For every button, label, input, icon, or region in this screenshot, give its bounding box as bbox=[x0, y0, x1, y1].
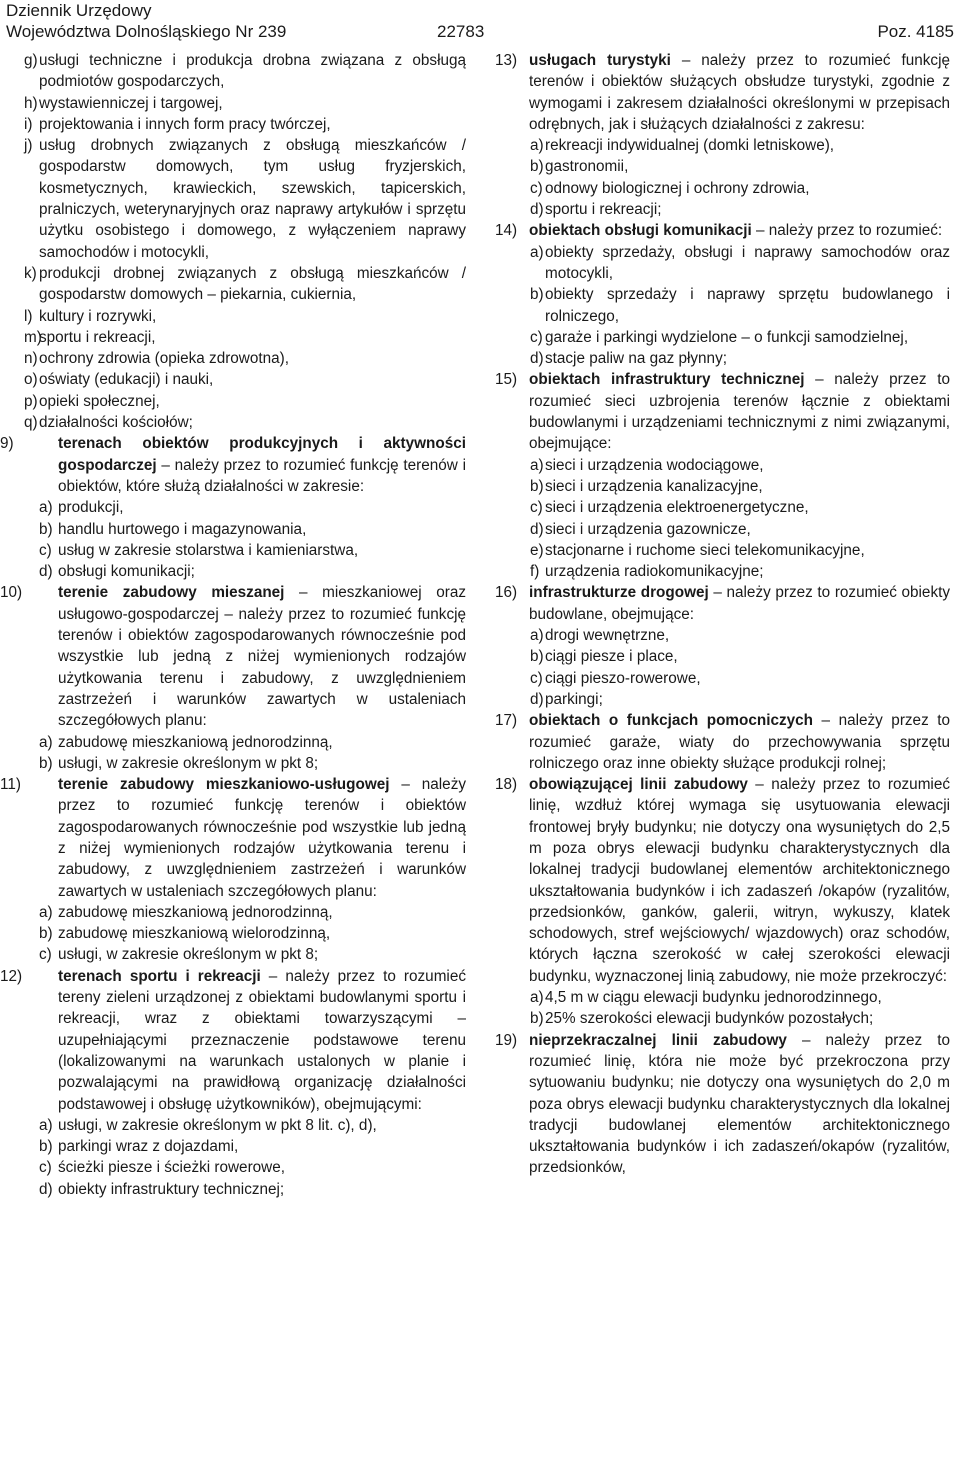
item-text: odnowy biologicznej i ochrony zdrowia, bbox=[545, 179, 810, 197]
item-label: d) bbox=[530, 520, 544, 538]
item-text: – należy przez to rozumieć funkcję terenów i obiektów służących obsłudze turystyki, zgodnie z wymogami i zakresem działalności określonymi w przepisach odrębnych, jak i służących działalności z zakresu: bbox=[529, 52, 950, 133]
list-item bbox=[495, 242, 950, 285]
list-item bbox=[24, 732, 466, 753]
definition-12 bbox=[0, 966, 466, 1115]
item-label: k) bbox=[24, 264, 37, 282]
item-label: a) bbox=[39, 1116, 53, 1134]
definition-17 bbox=[495, 710, 950, 774]
item-label: d) bbox=[530, 690, 544, 708]
list-item bbox=[495, 987, 950, 1008]
item-label: c) bbox=[39, 1159, 52, 1177]
item-text: rekreacji indywidualnej (domki letniskowe), bbox=[545, 137, 835, 155]
item-text: parkingi; bbox=[545, 690, 603, 708]
item-text: – należy przez to rozumieć linię, wzdłuż której wymaga się usytuowania elewacji frontowej bryły budynku; nie dotyczy ona wysuniętych do 2,5 m poza obrys elewacji budynku charakterystycznych dla lokalnej tradycji budowlanej elementów architektonicznego ukształtowania budynków i ich zadaszeń /okapów (ryzalitów, przedsionków, ganków, galerii, witryn, wykuszy, klatek schodowych, stref wejściowych/ wjazdowych) oraz schodów, których łączna szerokość w całej szerokości elewacji budynku, wyznaczonej linią zabudowy, nie może przekroczyć: bbox=[529, 776, 950, 985]
item-label: c) bbox=[39, 946, 52, 964]
journal-subtitle-line bbox=[6, 21, 954, 42]
item-text: ścieżki piesze i ścieżki rowerowe, bbox=[58, 1159, 285, 1177]
item-label: 15) bbox=[495, 371, 518, 389]
item-text: stacjonarne i ruchome sieci telekomunikacyjne, bbox=[545, 541, 865, 559]
list-item bbox=[495, 625, 950, 646]
item-text: usług w zakresie stolarstwa i kamieniarstwa, bbox=[58, 541, 359, 559]
list-item bbox=[24, 1179, 466, 1200]
item-text: – należy przez to rozumieć linię, która nie może być przekroczona przy sytuowaniu budynku; nie dotyczy ona wysuniętych do 2,0 m poza obrys elewacji budynku charakterystycznych dla lokalnej tradycji budowlanej elementów architektonicznego ukształtowania budynków i ich zadaszeń/okapów (ryzalitów, przedsionków, bbox=[529, 1031, 950, 1177]
item-label: j) bbox=[24, 137, 33, 155]
item-label: a) bbox=[530, 989, 544, 1007]
item-label: a) bbox=[530, 456, 544, 474]
journal-title: Dziennik Urzędowy bbox=[6, 1, 152, 20]
item-text: kultury i rozrywki, bbox=[39, 307, 157, 325]
item-text: produkcji drobnej związanych z obsługą mieszkańców / gospodarstw domowych – piekarnia, cukiernia, bbox=[39, 264, 466, 304]
item-text: drogi wewnętrzne, bbox=[545, 627, 670, 645]
item-text: – mieszkaniowej oraz usługowo-gospodarczej – należy przez to rozumieć funkcję terenów i obiektów zagospodarowanych równocześnie pod wszystkie lub jedną z niżej wymienionych rodzajów użytkowania terenu i zabudowy, z uwzględnieniem zastrzeżeń i warunków zawartych w ustaleniach szczegółowych planu: bbox=[58, 584, 466, 730]
list-item bbox=[24, 93, 466, 114]
item-label: 11) bbox=[0, 776, 21, 794]
item-text: – należy przez to rozumieć sieci uzbrojenia terenów łącznie z obiektami budowlanymi i urządzeniami technicznymi z nimi związanymi, obejmujące: bbox=[529, 371, 950, 453]
list-item bbox=[24, 263, 466, 306]
defined-term: obiektach infrastruktury technicznej bbox=[529, 371, 805, 389]
item-label: 19) bbox=[495, 1031, 518, 1049]
definition-19 bbox=[495, 1030, 950, 1179]
list-item bbox=[495, 540, 950, 561]
item-label: c) bbox=[530, 179, 543, 197]
item-text: 25% szerokości elewacji budynków pozostałych; bbox=[545, 1010, 874, 1028]
item-label: b) bbox=[530, 158, 544, 176]
list-item bbox=[24, 519, 466, 540]
list-item bbox=[24, 391, 466, 412]
item-text: usługi, w zakresie określonym w pkt 8 lit. c), d), bbox=[58, 1116, 377, 1134]
defined-term: terenach sportu i rekreacji bbox=[58, 967, 261, 985]
definition-14 bbox=[495, 220, 950, 241]
item-label: a) bbox=[39, 903, 53, 921]
item-text: – należy przez to rozumieć garaże, wiaty do przechowywania sprzętu rolniczego oraz inne obiekty służące produkcji rolnej; bbox=[529, 712, 951, 772]
item-text: obiekty infrastruktury technicznej; bbox=[58, 1180, 285, 1198]
list-item bbox=[24, 114, 466, 135]
item-text: usługi techniczne i produkcja drobna związana z obsługą podmiotów gospodarczych, bbox=[39, 52, 466, 91]
item-text: zabudowę mieszkaniową wielorodzinną, bbox=[58, 925, 331, 943]
list-item bbox=[24, 902, 466, 923]
list-item bbox=[495, 284, 950, 327]
defined-term: obiektach obsługi komunikacji bbox=[529, 222, 752, 240]
item-label: 12) bbox=[0, 967, 23, 985]
item-label: o) bbox=[24, 371, 38, 389]
item-label: b) bbox=[530, 286, 544, 304]
item-label: e) bbox=[530, 541, 544, 559]
list-item bbox=[24, 944, 466, 965]
list-item bbox=[24, 1136, 466, 1157]
item-text: sportu i rekreacji; bbox=[545, 201, 662, 219]
defined-term: terenie zabudowy mieszkaniowo-usługowej bbox=[58, 776, 390, 794]
item-label: b) bbox=[530, 648, 544, 666]
item-text: zabudowę mieszkaniową jednorodzinną, bbox=[58, 733, 333, 751]
list-item bbox=[495, 476, 950, 497]
item-label: b) bbox=[39, 1138, 53, 1156]
item-text: ciągi piesze i place, bbox=[545, 648, 678, 666]
item-label: p) bbox=[24, 392, 38, 410]
item-label: h) bbox=[24, 94, 38, 112]
item-label: 9) bbox=[0, 435, 14, 453]
definition-9 bbox=[0, 433, 466, 497]
item-text: obsługi komunikacji; bbox=[58, 563, 195, 581]
item-text: obiekty sprzedaży, obsługi i naprawy samochodów oraz motocykli, bbox=[545, 243, 950, 282]
item-label: a) bbox=[39, 499, 53, 517]
item-text: działalności kościołów; bbox=[39, 414, 193, 432]
item-label: d) bbox=[530, 350, 544, 368]
list-item bbox=[495, 455, 950, 476]
list-item bbox=[24, 497, 466, 518]
item-text: usługi, w zakresie określonym w pkt 8; bbox=[58, 754, 319, 772]
item-text: gastronomii, bbox=[545, 158, 629, 176]
item-label: f) bbox=[530, 563, 540, 581]
list-item bbox=[495, 1008, 950, 1029]
defined-term: obowiązującej linii zabudowy bbox=[529, 776, 748, 794]
list-item bbox=[24, 306, 466, 327]
list-item bbox=[24, 540, 466, 561]
defined-term: nieprzekraczalnej linii zabudowy bbox=[529, 1031, 787, 1049]
list-item bbox=[495, 561, 950, 582]
item-label: b) bbox=[530, 1010, 544, 1028]
definition-11 bbox=[0, 774, 466, 902]
list-item bbox=[24, 369, 466, 390]
list-item bbox=[495, 646, 950, 667]
list-item bbox=[495, 135, 950, 156]
journal-issue: Województwa Dolnośląskiego Nr 239 bbox=[6, 22, 287, 41]
item-label: a) bbox=[530, 627, 544, 645]
item-text: – należy przez to rozumieć funkcję terenów i obiektów zagospodarowanych równocześnie pod wszystkie lub jedną z niżej wymienionych rodzajów użytkowania terenu i zabudowy, z uwzględnieniem zastrzeżeń i warunków zawartych w ustaleniach szczegółowych planu: bbox=[58, 776, 466, 900]
item-text: – należy przez to rozumieć obiekty budowlane, obejmujące: bbox=[529, 584, 950, 623]
position-number: Poz. 4185 bbox=[877, 22, 954, 41]
item-label: b) bbox=[530, 477, 544, 495]
list-item bbox=[24, 50, 466, 93]
item-text: produkcji, bbox=[58, 499, 124, 517]
item-text: ochrony zdrowia (opieka zdrowotna), bbox=[39, 350, 289, 368]
page-header bbox=[6, 0, 954, 42]
item-label: 10) bbox=[0, 584, 23, 602]
definition-10 bbox=[0, 582, 466, 731]
item-label: d) bbox=[39, 1180, 53, 1198]
list-item bbox=[24, 135, 466, 263]
item-label: i) bbox=[24, 115, 33, 133]
list-item bbox=[495, 156, 950, 177]
page-number: 22783 bbox=[437, 22, 485, 41]
list-item bbox=[495, 668, 950, 689]
item-label: 18) bbox=[495, 776, 518, 794]
item-text: projektowania i innych form pracy twórczej, bbox=[39, 115, 331, 133]
list-item bbox=[24, 348, 466, 369]
item-label: a) bbox=[39, 733, 53, 751]
list-item bbox=[495, 178, 950, 199]
definition-16 bbox=[495, 582, 950, 625]
item-label: m) bbox=[24, 328, 42, 346]
list-item bbox=[495, 497, 950, 518]
item-text: handlu hurtowego i magazynowania, bbox=[58, 520, 307, 538]
list-item bbox=[24, 1157, 466, 1178]
item-text: sieci i urządzenia elektroenergetyczne, bbox=[545, 499, 809, 517]
item-text: – należy przez to rozumieć funkcję terenów i obiektów, które służą działalności w zakresie: bbox=[58, 456, 466, 495]
item-label: a) bbox=[530, 137, 544, 155]
item-label: c) bbox=[530, 499, 543, 517]
list-item bbox=[24, 753, 466, 774]
item-text: – należy przez to rozumieć tereny zieleni urządzonej z obiektami budowlanymi sportu i rekreacji, wraz z obiektami towarzyszącymi – uzupełniającymi przeznaczenie podstawowe terenu (lokalizowanymi na warunkach ustalonych w planie i pozwalającymi na prawidłową organizację działalności podstawowej i obsługę użytkowników), obejmującymi: bbox=[58, 967, 466, 1113]
item-label: b) bbox=[39, 754, 53, 772]
item-label: a) bbox=[530, 243, 544, 261]
item-label: l) bbox=[24, 307, 33, 325]
list-item bbox=[495, 348, 950, 369]
item-text: usługi, w zakresie określonym w pkt 8; bbox=[58, 946, 319, 964]
defined-term: terenie zabudowy mieszanej bbox=[58, 584, 285, 602]
item-text: stacje paliw na gaz płynny; bbox=[545, 350, 727, 368]
defined-term: terenach obiektów produkcyjnych i aktywności gospodarczej bbox=[58, 435, 466, 474]
item-label: 14) bbox=[495, 222, 518, 240]
list-item bbox=[24, 561, 466, 582]
item-text: sieci i urządzenia wodociągowe, bbox=[545, 456, 764, 474]
item-text: obiekty sprzedaży i naprawy sprzętu budowlanego i rolniczego, bbox=[545, 286, 950, 325]
right-column bbox=[495, 50, 950, 1179]
definition-13 bbox=[495, 50, 950, 135]
item-label: c) bbox=[39, 541, 52, 559]
item-text: sportu i rekreacji, bbox=[39, 328, 156, 346]
defined-term: usługach turystyki bbox=[529, 52, 671, 69]
definition-15 bbox=[495, 369, 950, 454]
item-label: q) bbox=[24, 414, 38, 432]
item-label: 13) bbox=[495, 52, 518, 69]
item-label: 17) bbox=[495, 712, 518, 730]
list-item bbox=[495, 199, 950, 220]
item-text: parkingi wraz z dojazdami, bbox=[58, 1138, 239, 1156]
list-item bbox=[24, 1115, 466, 1136]
item-text: urządzenia radiokomunikacyjne; bbox=[545, 563, 764, 581]
defined-term: infrastrukturze drogowej bbox=[529, 584, 709, 602]
item-label: d) bbox=[530, 201, 544, 219]
item-label: c) bbox=[530, 669, 543, 687]
item-text: wystawienniczej i targowej, bbox=[39, 94, 223, 112]
item-text: ciągi pieszo-rowerowe, bbox=[545, 669, 701, 687]
item-label: g) bbox=[24, 52, 38, 69]
list-item bbox=[495, 689, 950, 710]
item-label: d) bbox=[39, 563, 53, 581]
list-item bbox=[495, 327, 950, 348]
list-item bbox=[24, 412, 466, 433]
item-text: zabudowę mieszkaniową jednorodzinną, bbox=[58, 903, 333, 921]
item-text: usług drobnych związanych z obsługą mieszkańców / gospodarstw domowych, tym usług fryzjerskich, kosmetycznych, krawieckich, szewskich, tapicerskich, pralniczych, weterynaryjnych oraz naprawy artykułów i sprzętu użytku osobistego i domowego, z wyłączeniem naprawy samochodów i motocykli, bbox=[39, 137, 466, 261]
list-item bbox=[495, 519, 950, 540]
item-label: c) bbox=[530, 328, 543, 346]
list-item bbox=[24, 327, 466, 348]
item-label: n) bbox=[24, 350, 38, 368]
item-label: b) bbox=[39, 520, 53, 538]
definition-18 bbox=[495, 774, 950, 987]
item-label: 16) bbox=[495, 584, 518, 602]
item-text: sieci i urządzenia kanalizacyjne, bbox=[545, 477, 763, 495]
item-text: oświaty (edukacji) i nauki, bbox=[39, 371, 214, 389]
item-text: opieki społecznej, bbox=[39, 392, 160, 410]
left-column bbox=[0, 50, 466, 1200]
list-item bbox=[24, 923, 466, 944]
item-text: sieci i urządzenia gazownicze, bbox=[545, 520, 751, 538]
item-text: – należy przez to rozumieć: bbox=[751, 222, 943, 240]
defined-term: obiektach o funkcjach pomocniczych bbox=[529, 712, 813, 730]
item-text: 4,5 m w ciągu elewacji budynku jednorodzinnego, bbox=[545, 989, 882, 1007]
item-text: garaże i parkingi wydzielone – o funkcji samodzielnej, bbox=[545, 328, 909, 346]
item-label: b) bbox=[39, 925, 53, 943]
